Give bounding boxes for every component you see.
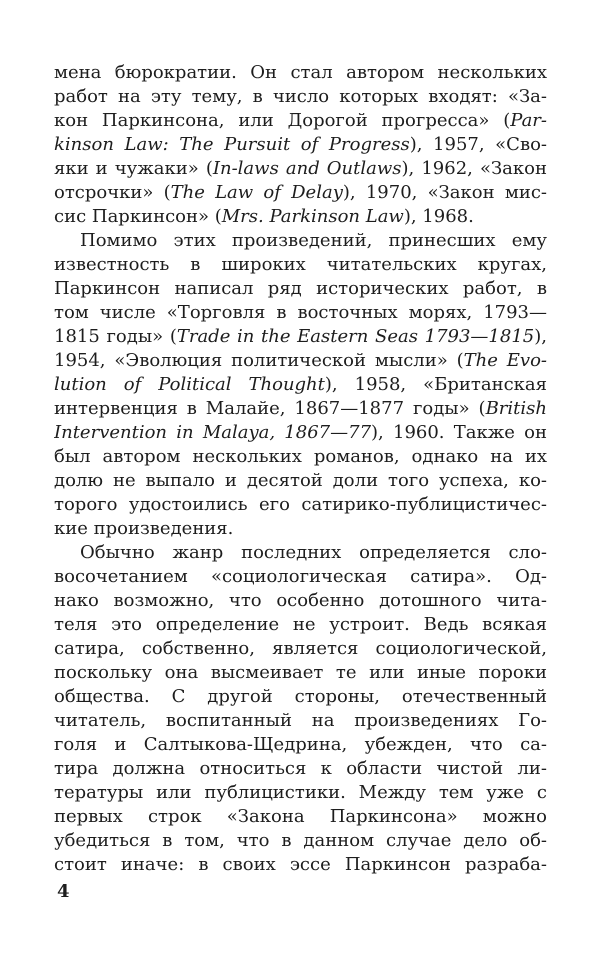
text-segment: кон Паркинсона, или Дорогой прогресса» (	[54, 110, 511, 131]
paragraph	[54, 61, 547, 229]
text-segment: ), 1962, «Закон	[401, 158, 547, 179]
text-segment: восочетанием «социологическая сатира». Од-	[54, 566, 547, 587]
text-segment: ), 1957, «Сво-	[409, 134, 547, 155]
text-segment: убедиться в том, что в данном случае дело об-	[54, 830, 547, 851]
text-segment: общества. С другой стороны, отечественный	[54, 686, 547, 707]
text-segment: сис Паркинсон» (	[54, 206, 222, 227]
text-line	[54, 565, 547, 589]
text-line	[54, 253, 547, 277]
text-segment: том числе «Торговля в восточных морях, 1793—	[54, 302, 547, 323]
text-segment: голя и Салтыкова-Щедрина, убежден, что са-	[54, 734, 547, 755]
text-line	[54, 853, 547, 877]
italic-text-segment: kinson Law: The Pursuit of Progress	[54, 134, 410, 155]
text-line	[54, 661, 547, 685]
italic-text-segment: Par-	[510, 110, 547, 131]
text-line	[54, 61, 547, 85]
italic-text-segment: Trade in the Eastern Seas 1793—1815	[176, 326, 535, 347]
text-segment: долю не выпало и десятой доли того успеха, ко-	[54, 470, 547, 491]
text-segment: отсрочки» (	[54, 182, 171, 203]
text-line	[54, 109, 547, 133]
text-line	[54, 325, 547, 349]
text-segment: интервенция в Малайе, 1867—1877 годы» (	[54, 398, 486, 419]
text-line	[54, 829, 547, 853]
body-text	[54, 61, 547, 877]
text-line	[54, 229, 547, 253]
text-segment: известность в широких читательских кругах,	[54, 254, 547, 275]
paragraph	[54, 229, 547, 541]
text-segment: теля это определение не устроит. Ведь всякая	[54, 614, 547, 635]
text-line	[54, 421, 547, 445]
text-line	[54, 709, 547, 733]
text-segment: работ на эту тему, в число которых входят: «За-	[54, 86, 547, 107]
text-segment: Паркинсон написал ряд исторических работ, в	[54, 278, 547, 299]
italic-text-segment: In-laws and Outlaws	[212, 158, 402, 179]
text-segment: ), 1968.	[403, 206, 474, 227]
text-segment: торого удостоились его сатирико-публицистичес-	[54, 494, 547, 515]
text-segment: мена бюрократии. Он стал автором нескольких	[54, 62, 547, 83]
text-line	[54, 277, 547, 301]
text-segment: первых строк «Закона Паркинсона» можно	[54, 806, 547, 827]
text-segment: ), 1958, «Британская	[324, 374, 547, 395]
italic-text-segment: The Evo-	[463, 350, 547, 371]
text-segment: читатель, воспитанный на произведениях Го-	[54, 710, 547, 731]
text-segment: тературы или публицистики. Между тем уже с	[54, 782, 547, 803]
text-line	[54, 685, 547, 709]
italic-text-segment: lution of Political Thought	[54, 374, 325, 395]
paragraph	[54, 541, 547, 877]
text-segment: 1954, «Эволюция политической мысли» (	[54, 350, 464, 371]
text-line	[54, 205, 547, 229]
text-segment: 1815 годы» (	[54, 326, 177, 347]
text-segment: ), 1960. Также он	[371, 422, 547, 443]
text-line	[54, 733, 547, 757]
italic-text-segment: British	[485, 398, 547, 419]
text-line	[54, 757, 547, 781]
text-line	[54, 469, 547, 493]
text-line	[54, 637, 547, 661]
italic-text-segment: The Law of Delay	[170, 182, 343, 203]
text-segment: был автором нескольких романов, однако на их	[54, 446, 547, 467]
text-segment: яки и чужаки» (	[54, 158, 213, 179]
text-segment: нако возможно, что особенно дотошного чита-	[54, 590, 547, 611]
text-line	[54, 517, 547, 541]
text-segment: тира должна относиться к области чистой ли-	[54, 758, 547, 779]
text-segment: Помимо этих произведений, принесших ему	[80, 230, 547, 251]
text-segment: ), 1970, «Закон мис-	[342, 182, 547, 203]
text-line	[54, 805, 547, 829]
text-line	[54, 493, 547, 517]
text-line	[54, 589, 547, 613]
page-number: 4	[57, 881, 70, 902]
text-segment: поскольку она высмеивает те или иные пороки	[54, 662, 547, 683]
text-line	[54, 301, 547, 325]
text-line	[54, 541, 547, 565]
text-line	[54, 133, 547, 157]
text-line	[54, 781, 547, 805]
italic-text-segment: Intervention in Malaya, 1867—77	[54, 422, 372, 443]
italic-text-segment: Mrs. Parkinson Law	[221, 206, 404, 227]
text-line	[54, 157, 547, 181]
text-segment: сатира, собственно, является социологической,	[54, 638, 547, 659]
text-line	[54, 349, 547, 373]
text-line	[54, 373, 547, 397]
text-line	[54, 397, 547, 421]
text-line	[54, 181, 547, 205]
text-line	[54, 445, 547, 469]
text-line	[54, 85, 547, 109]
text-line	[54, 613, 547, 637]
text-segment: кие произведения.	[54, 518, 234, 539]
text-segment: стоит иначе: в своих эссе Паркинсон разраба-	[54, 854, 547, 875]
text-segment: ),	[534, 326, 547, 347]
text-segment: Обычно жанр последних определяется сло-	[80, 542, 547, 563]
